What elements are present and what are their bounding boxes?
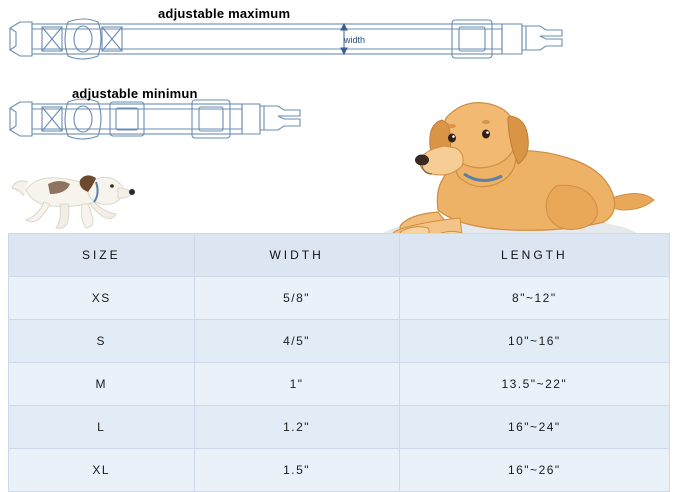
adjustable-minimum-label: adjustable minimun — [72, 86, 198, 101]
column-header-size: SIZE — [9, 234, 195, 277]
table-row — [9, 277, 670, 320]
cell-length: 8"~12" — [399, 277, 669, 320]
running-dog-svg — [8, 160, 148, 240]
cell-length: 16"~26" — [399, 449, 669, 492]
width-label: width — [344, 35, 366, 45]
table-row — [9, 449, 670, 492]
column-header-length: LENGTH — [399, 234, 669, 277]
table-header-row — [9, 234, 670, 277]
table-row — [9, 320, 670, 363]
cell-width: 1.2" — [194, 406, 399, 449]
cell-length: 16"~24" — [399, 406, 669, 449]
size-chart-table — [8, 233, 670, 492]
table-header — [9, 234, 670, 277]
cell-size: XS — [9, 277, 195, 320]
table-row — [9, 363, 670, 406]
cell-width: 1" — [194, 363, 399, 406]
adjustable-maximum-label: adjustable maximum — [158, 6, 291, 21]
cell-size: XL — [9, 449, 195, 492]
table-body — [9, 277, 670, 492]
cell-width: 4/5" — [194, 320, 399, 363]
column-header-width: WIDTH — [194, 234, 399, 277]
cell-length: 13.5"~22" — [399, 363, 669, 406]
cell-size: M — [9, 363, 195, 406]
cell-length: 10"~16" — [399, 320, 669, 363]
cell-width: 5/8" — [194, 277, 399, 320]
cell-width: 1.5" — [194, 449, 399, 492]
running-dog-illustration — [8, 160, 148, 240]
cell-size: S — [9, 320, 195, 363]
table-row — [9, 406, 670, 449]
cell-size: L — [9, 406, 195, 449]
